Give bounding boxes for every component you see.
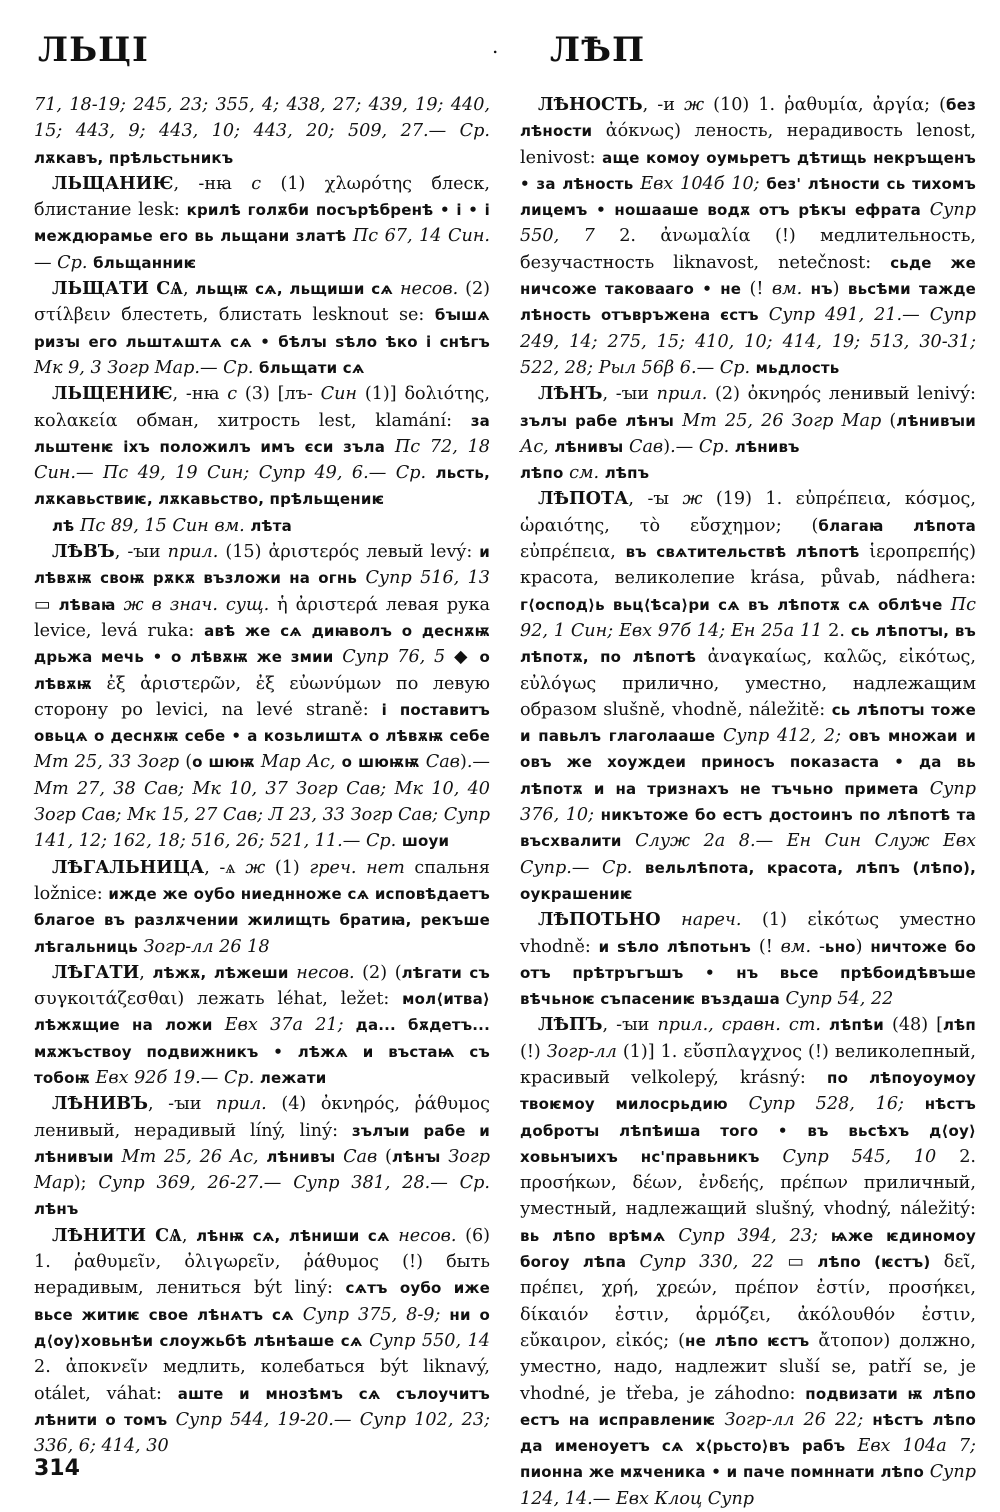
gloss-text: ) <box>663 436 671 457</box>
church-slavonic-text: лѣпъ <box>604 464 650 483</box>
church-slavonic-text: лѣнивъ <box>734 437 800 456</box>
reference-text: Супр 550, 7 <box>520 200 976 247</box>
church-slavonic-text: да... бѫдетъ... мѫжъствоу подвижникъ • лѣжѧ и въстаѩ съ тобоѭ <box>34 1016 490 1087</box>
church-slavonic-text: зълꙑи рабе и лѣнивꙑи <box>34 1121 490 1166</box>
entry-headword: ЛѢПОТЬНО <box>538 909 661 931</box>
gloss-text: (2) στίλβειν блестеть, блистать lesknout se: <box>34 279 491 326</box>
reference-text: Мк 9, 3 Зогр Мар.— Ср. <box>34 357 260 378</box>
church-slavonic-text: сь лѣпотꙑ тоже и павьлъ глаголааше <box>520 700 976 746</box>
reference-text: несов. <box>393 279 459 300</box>
gloss-text: (3) [лъ- <box>237 384 321 405</box>
entry-headword: ЛѢВЪ <box>52 541 115 563</box>
church-slavonic-text: авѣ же сѧ диꙗволъ о деснѫѭ дрьжа мечь • о лѣвѫѭ же змии <box>34 621 490 667</box>
gloss-text: ( <box>377 1146 392 1167</box>
gloss-text: ( <box>881 410 897 431</box>
church-slavonic-text: ни о д⟨оу⟩ховьнѣи слоужьбѣ лѣнѣаше сѧ <box>34 1305 490 1350</box>
gloss-text: , -ꙑи <box>148 1094 217 1115</box>
reference-text: несов. <box>288 962 355 983</box>
reference-text: с <box>227 384 238 405</box>
church-slavonic-text: лѣгати съ <box>401 963 490 982</box>
gloss-text: , <box>139 962 153 983</box>
reference-text: Пс 92, 1 Син; Евх 97б 14; Ен 25а 11 <box>520 594 976 641</box>
church-slavonic-text: и ѕѣло лѣпотьнъ <box>598 937 751 956</box>
reference-text: нареч. <box>660 910 742 931</box>
gloss-text: 2. <box>822 620 851 641</box>
reference-text: ж <box>245 857 266 878</box>
church-slavonic-text: нѣстъ добротꙑ лѣпѣиша того • въ вьсѣхъ д⟨оу⟩ховьнꙑихъ нс'правьникъ <box>520 1095 976 1166</box>
reference-text: Мт 25, 26 Зогр Мар <box>674 410 882 431</box>
church-slavonic-text: нѣстъ лѣпо да именоуетъ сѧ х⟨рьсто⟩въ рабъ <box>520 1410 976 1456</box>
gloss-text: , -ꙑи <box>602 1015 658 1036</box>
church-slavonic-text: сьде же ничсоже таковааго • не <box>520 253 976 299</box>
reference-text: Сав <box>335 1146 378 1167</box>
reference-text: Супр 545, 10 <box>759 1146 937 1167</box>
church-slavonic-text: вьсѣми тажде лѣность отъвръжена єстъ <box>520 280 977 325</box>
gloss-text: ( <box>185 752 193 773</box>
dictionary-entry <box>34 1091 490 1222</box>
gloss-text: (! <box>741 279 772 300</box>
gloss-text <box>802 279 810 299</box>
church-slavonic-text: за льштенѥ іхъ положилъ имъ єси зъла <box>34 411 490 456</box>
church-slavonic-text: бльщанниѥ <box>93 253 197 272</box>
church-slavonic-text: лѣпо (ѥстъ) <box>817 1253 931 1272</box>
church-slavonic-text: вь лѣпо врѣмѧ <box>520 1226 666 1245</box>
entry-headword: ЛЬЩАНИѤ <box>52 172 174 194</box>
right-column <box>520 92 977 1509</box>
reference-text: Супр 375, 8-9; <box>293 1304 450 1325</box>
gloss-text: δεῖ, πρέπει, χρή, χρεών, πρέπον ἐστίν, προσήκει, δίκαιόν ἐστιν, ἁρμόζει, ἀκόλουθόν ἐστιν, εὔκαιρον, εἰκός; ( <box>520 1252 977 1351</box>
gloss-text: ) <box>832 279 848 300</box>
dictionary-entry <box>34 960 490 1091</box>
church-slavonic-text: крилѣ голѫби посърѣбренѣ • і • і междюрамье его вь льщани златѣ <box>34 201 490 246</box>
reference-text: Супр 54, 22 <box>779 989 894 1010</box>
church-slavonic-text: бꙑшѧ ризꙑ его льштѧштѧ сѧ • бѣлꙑ ѕѣло ѣко і снѣгъ <box>34 306 490 351</box>
church-slavonic-text: лѫкавъ, прѣльстьникъ <box>34 148 234 167</box>
church-slavonic-text: пионна же мѫченика • и паче помннати лѣпо <box>520 1463 924 1482</box>
reference-text: Ас, <box>520 436 555 457</box>
dictionary-entry <box>34 92 490 171</box>
reference-text: греч. нет <box>309 857 405 878</box>
entry-headword: ЛЬЩЕНИѤ <box>52 383 173 405</box>
church-slavonic-text: сь лѣпотꙑ, въ лѣпотѫ, по лѣпотѣ <box>520 621 976 667</box>
reference-text: Евх 37а 21; <box>212 1015 344 1036</box>
dictionary-entry <box>520 1012 976 1512</box>
gloss-text: συγκοιτάζεσθαι) лежать léhat, ležet: <box>34 989 403 1010</box>
gloss-text: ἐξ ἀριστερῶν, ἐξ εὐωνύμων по левую сторону po levici, na levé straně: <box>34 673 490 720</box>
church-slavonic-text: по лѣпоуоумоу твоѥмоу милосрьдию <box>520 1068 976 1114</box>
gloss-text: (1)] δολιότης, κολακεία обман, хитрость lest, klamání: <box>34 384 490 431</box>
entry-headword: ЛѢГАЛЬНИЦА <box>52 856 205 878</box>
church-slavonic-text: лѣпѣи <box>829 1016 884 1035</box>
reference-text: Зогр-лл 26 22; <box>715 1409 873 1430</box>
church-slavonic-text: о шюѭ <box>192 753 255 772</box>
gloss-text: εὐπρέπεια, <box>520 542 626 563</box>
gloss-text: , -нꙗ <box>173 173 252 194</box>
gloss-text: , -нꙗ <box>172 384 228 405</box>
church-slavonic-text: вельлѣпота, красота, лѣпъ (лѣпо), оукрашениѥ <box>520 858 976 903</box>
entry-headword: ЛѢНОСТЬ <box>538 94 643 115</box>
gloss-text <box>821 1015 829 1035</box>
gloss-text: ἡ ἀριστερά левая рука levice, levá ruka: <box>34 594 490 641</box>
reference-text: вм. <box>780 936 812 957</box>
gloss-text: - <box>811 936 825 957</box>
dictionary-entry <box>520 907 976 1012</box>
gloss-text: (48) [ <box>883 1015 943 1036</box>
reference-text: Мт 25, 26 Ас, <box>113 1146 267 1167</box>
church-slavonic-text: г⟨оспод⟩ь вьц⟨ѣса⟩ри сѧ въ лѣпотѫ сѧ облѣче <box>520 595 943 614</box>
right-running-head: ЛѢП <box>550 30 646 70</box>
entry-headword: ЛѢНЪ <box>538 383 603 405</box>
header-dot: . <box>492 34 499 58</box>
reference-text: Супр 376, 10; <box>520 778 976 826</box>
church-slavonic-text: мол⟨итва⟩ лѣжѫщие на ложи <box>34 990 490 1035</box>
church-slavonic-text: сѧтъ оубо иже вьсе житиѥ свое лѣнѧтъ сѧ <box>34 1279 490 1324</box>
entry-headword: ЛѢНИТИ СѦ <box>52 1224 182 1246</box>
church-slavonic-text: лѣнивꙑ <box>554 437 624 456</box>
reference-text: Сав <box>623 436 664 457</box>
dictionary-entry <box>520 460 976 486</box>
dictionary-entry <box>34 276 490 381</box>
reference-text: 71, 18-19; 245, 23; 355, 4; 438, 27; 439, 19; 440, 15; 443, 9; 443, 10; 443, 20; 509, 27.— Ср. <box>34 95 490 142</box>
gloss-text: спальня ložnice: <box>34 857 490 904</box>
church-slavonic-text: ижде же оубо ниеднноже сѧ исповѣдаетъ благое въ разлѫчении жилищть братиꙗ, рекъше лѣгальниць <box>34 884 490 956</box>
church-slavonic-text: лѣнивꙑи <box>896 411 976 430</box>
left-running-head: ЛЬЦІ <box>38 30 149 70</box>
gloss-text: (2) ( <box>354 962 402 983</box>
reference-text: Супр 369, 26-27.— Супр 381, 28.— Ср. <box>98 1173 490 1194</box>
entry-headword: ЛѢПЪ <box>538 1014 603 1036</box>
church-slavonic-text: лѣнꙑ <box>391 1147 441 1166</box>
church-slavonic-text: аште и мнозѣмъ сѧ сълоучитъ лѣнити о томъ <box>34 1384 490 1429</box>
reference-text: Супр 550, 14 <box>362 1330 490 1351</box>
reference-text: Супр 528, 16; <box>727 1094 925 1115</box>
reference-text: прил. <box>216 1094 267 1115</box>
gloss-text: (!) <box>520 1041 547 1062</box>
reference-text: см. <box>563 463 605 484</box>
church-slavonic-text: лѣнъ <box>34 1200 79 1219</box>
reference-text: Мт 25, 33 Зогр <box>34 752 186 773</box>
church-slavonic-text: ничтоже бо отъ прѣтръгъшъ • нъ вьсе прѣбоидѣвъше вѣчьноѥ съпасениѥ въздаша <box>520 937 976 1009</box>
church-slavonic-text: зълꙑ рабе лѣнꙑ <box>520 411 675 430</box>
church-slavonic-text: о лѣвѫѭ <box>34 648 490 693</box>
entry-headword: ЛѢПОТА <box>538 488 629 510</box>
church-slavonic-text: бльщати сѧ <box>259 358 365 377</box>
gloss-text: (10) 1. ῥαθυμία, ἀργία; ( <box>704 95 947 115</box>
gloss-text: 2. προσήκων, δέων, ἐνδεής, πρέπων приличный, уместный, надлежащий slušný, vhodný, náležitý: <box>520 1146 976 1220</box>
reference-text: прил., сравн. ст. <box>657 1015 821 1036</box>
reference-text: прил. <box>656 384 708 405</box>
church-slavonic-text: мьдлость <box>755 358 840 377</box>
gloss-text: ); <box>73 1173 99 1194</box>
reference-text: Зогр Мар <box>34 1146 490 1194</box>
reference-text: Супр 544, 19-20.— Супр 102, 23; 336, 6; 414, 30 <box>34 1409 490 1457</box>
gloss-text: (1) εἰκότως уместно vhodně: <box>520 910 976 957</box>
church-slavonic-text: овъ множаи и овъ же хоуждеи приносъ показаста • да вь лѣпотѫ и на тризнахъ не тъчьно примета <box>520 727 976 798</box>
reference-text: Зогр-лл <box>546 1041 617 1062</box>
reference-text: Супр 124, 14.— Евх Клоц Супр <box>520 1462 976 1509</box>
gloss-text: , -ꙑи <box>114 542 168 563</box>
church-slavonic-text: и лѣвѫѭ своѭ рѫкѫ възложи на огнь <box>34 543 490 588</box>
church-slavonic-text: без лѣности <box>520 96 977 141</box>
dictionary-entry <box>34 381 490 512</box>
gloss-text: , <box>182 279 196 300</box>
gloss-text: ἀναγκαίως, καλῶς, εἰκότως, εὐλόγως прилично, уместно, надлежащим образом slušně, vhodně, náležitě: <box>520 647 977 720</box>
church-slavonic-text: въ свѧтительствѣ лѣпотѣ <box>625 543 860 562</box>
reference-text: несов. <box>389 1225 457 1246</box>
gloss-text: , -ꙑи <box>602 384 657 405</box>
gloss-text: ἄτοπον) должно, уместно, надо, надлежит sluší se, patří se, je vhodné, je třeba, je záhodno: <box>520 1330 976 1404</box>
gloss-text: (! <box>750 936 781 957</box>
gloss-text: 2. ἀνωμαλία (!) медлительность, безучастность liknavost, netečnost: <box>520 226 976 273</box>
running-headers <box>34 30 976 92</box>
church-slavonic-text: ьно <box>824 937 856 956</box>
church-slavonic-text: шоуи <box>401 832 450 851</box>
church-slavonic-text: лѣ <box>52 516 75 535</box>
church-slavonic-text: подвизати ѭ лѣпо естъ на исправлениѥ <box>520 1384 976 1429</box>
reference-text: Евх 92б 19.— Ср. <box>89 1067 260 1088</box>
dictionary-entry <box>520 381 976 460</box>
church-slavonic-text: льсть, лѫкавьствиѥ, лѫкавьство, прѣльщениѥ <box>34 464 490 509</box>
gloss-text: ἱεροπρεπής) красота, великолепие krása, půvab, nádhera: <box>520 542 976 589</box>
gloss-text: (1) <box>265 857 310 878</box>
reference-text: Супр 394, 23; <box>665 1225 831 1246</box>
church-slavonic-text: аще комоу оумьретъ дѣтищь некръщенъ • за лѣность <box>520 148 976 193</box>
reference-text: Супр 330, 22 ▭ <box>626 1252 818 1273</box>
reference-text: Пс 89, 15 Син вм. <box>74 515 251 536</box>
gloss-text: , -ѧ <box>204 857 246 878</box>
dictionary-entry <box>34 1223 490 1460</box>
church-slavonic-text: лѣп <box>943 1016 976 1035</box>
church-slavonic-text: лѣнѭ сѧ, лѣниши сѧ <box>196 1226 390 1245</box>
church-slavonic-text: лѣнивꙑ <box>266 1147 336 1166</box>
gloss-text: (6) 1. ῥαθυμεῖν, ὀλιγωρεῖν, ῥάθυμος (!) быть нерадивым, лениться být liný: <box>34 1225 491 1299</box>
gloss-text: (2) ὀκνηρός ленивый lenivý: <box>707 384 976 405</box>
reference-text: .— Ср. <box>670 436 735 457</box>
church-slavonic-text: льщѭ сѧ, льщиши сѧ <box>195 280 394 299</box>
gloss-text: ἀόκνως) леность, нерадивость lenost, lenivost: <box>520 121 976 168</box>
entry-headword: ЛѢНИВЪ <box>52 1093 148 1115</box>
reference-text: Супр 491, 21.— Супр 249, 14; 275, 15; 410, 10; 414, 19; 513, 30-31; 522, 28; Рыл 56β 6.— Ср. <box>520 305 976 378</box>
reference-text: прил. <box>167 542 219 563</box>
church-slavonic-text: лѣжѫ, лѣжеши <box>152 963 289 982</box>
gloss-text: (4) ὀκνηρός, ῥάθυμος ленивый, нерадивый líný, liný: <box>34 1094 490 1141</box>
reference-text: Служ 2а 8.— Ен Син Служ Евх Супр.— Ср. <box>520 831 976 878</box>
gloss-text: , -ꙑ <box>628 489 683 510</box>
reference-text: Сав <box>419 752 460 773</box>
reference-text: Син <box>320 384 358 405</box>
gloss-text: (1) χλωρότης блеск, блистание lesk: <box>34 173 491 221</box>
reference-text: Мар Ас, <box>254 752 342 773</box>
reference-text: Супр 76, 5 ◆ <box>333 647 480 668</box>
gloss-text: , <box>181 1225 197 1246</box>
church-slavonic-text: ѩже ѥдиномоу богоу лѣпа <box>520 1226 976 1272</box>
church-slavonic-text: благаꙗ лѣпота <box>818 516 977 535</box>
church-slavonic-text: лѣваꙗ <box>58 595 116 614</box>
dictionary-entry <box>34 539 490 855</box>
dictionary-entry <box>520 486 976 907</box>
reference-text: вм. <box>771 279 803 300</box>
reference-text: ж <box>684 95 705 115</box>
dictionary-entry <box>520 92 976 381</box>
reference-text: Пс 72, 18 Син.— Пс 49, 19 Син; Супр 49, 6.— Ср. <box>34 436 490 484</box>
reference-text: ж в знач. сущ. <box>115 594 270 615</box>
dictionary-entry <box>34 855 490 960</box>
dictionary-entry <box>34 513 490 539</box>
left-column <box>34 92 491 1457</box>
page-number: 314 <box>34 1456 80 1481</box>
church-slavonic-text: без' лѣности сь тихомъ лицемъ • ношааше водѫ отъ рѣкꙑ ефрата <box>520 174 976 220</box>
gloss-text: (1)] 1. εὔσπλαγχνος (!) великолепный, красивый velkolepý, krásný: <box>520 1041 976 1088</box>
gloss-text: ) <box>855 936 871 957</box>
reference-text: Супр 412, 2; <box>715 726 849 747</box>
reference-text: Евх 104б 10; <box>633 173 767 194</box>
gloss-text: , -и <box>642 95 685 115</box>
church-slavonic-text: о шюѭѭ <box>341 753 420 772</box>
gloss-text: ) <box>459 752 467 773</box>
reference-text: Зогр-лл 26 18 <box>137 936 270 957</box>
reference-text: .— Мт 27, 38 Сав; Мк 10, 37 Зогр Сав; Мк 10, 40 Зогр Сав; Мк 15, 27 Сав; Л 23, 33 Зогр Сав; Супр 141, 12; 162, 18; 516, 26; 521, 11.— Ср. <box>34 752 490 852</box>
reference-text: Пс 67, 14 Син.— Ср. <box>34 226 490 273</box>
church-slavonic-text: никътоже бо естъ достоинъ по лѣпотѣ та въсхвалити <box>520 806 976 851</box>
dictionary-entry <box>34 171 490 276</box>
entry-headword: ЛЬЩАТИ СѦ <box>52 278 183 300</box>
church-slavonic-text: нъ <box>810 280 833 299</box>
reference-text: с <box>251 173 262 194</box>
gloss-text: (15) ἀριστερός левый levý: <box>218 542 480 563</box>
church-slavonic-text: лежати <box>259 1068 327 1087</box>
reference-text: Евх 104а 7; <box>845 1436 976 1457</box>
reference-text: ж <box>682 489 703 510</box>
church-slavonic-text: не лѣпо ѥстъ <box>685 1331 810 1350</box>
gloss-text: (19) 1. εὐπρέπεια, κόσμος, ὡραιότης, τὸ εὔσχημον; ( <box>520 489 976 536</box>
entry-headword: ЛѢГАТИ <box>52 961 140 983</box>
church-slavonic-text: і поставитъ овьцѧ о деснѫѭ себе • а козьлиштѧ о лѣвѫѭ себе <box>34 700 490 746</box>
church-slavonic-text: лѣта <box>250 516 292 535</box>
gloss-text: 2. ἀποκνεῖν медлить, колебаться být liknavý, otálet, váhat: <box>34 1357 490 1404</box>
reference-text: Супр 516, 13 ▭ <box>34 568 490 615</box>
church-slavonic-text: лѣпо <box>520 464 564 483</box>
